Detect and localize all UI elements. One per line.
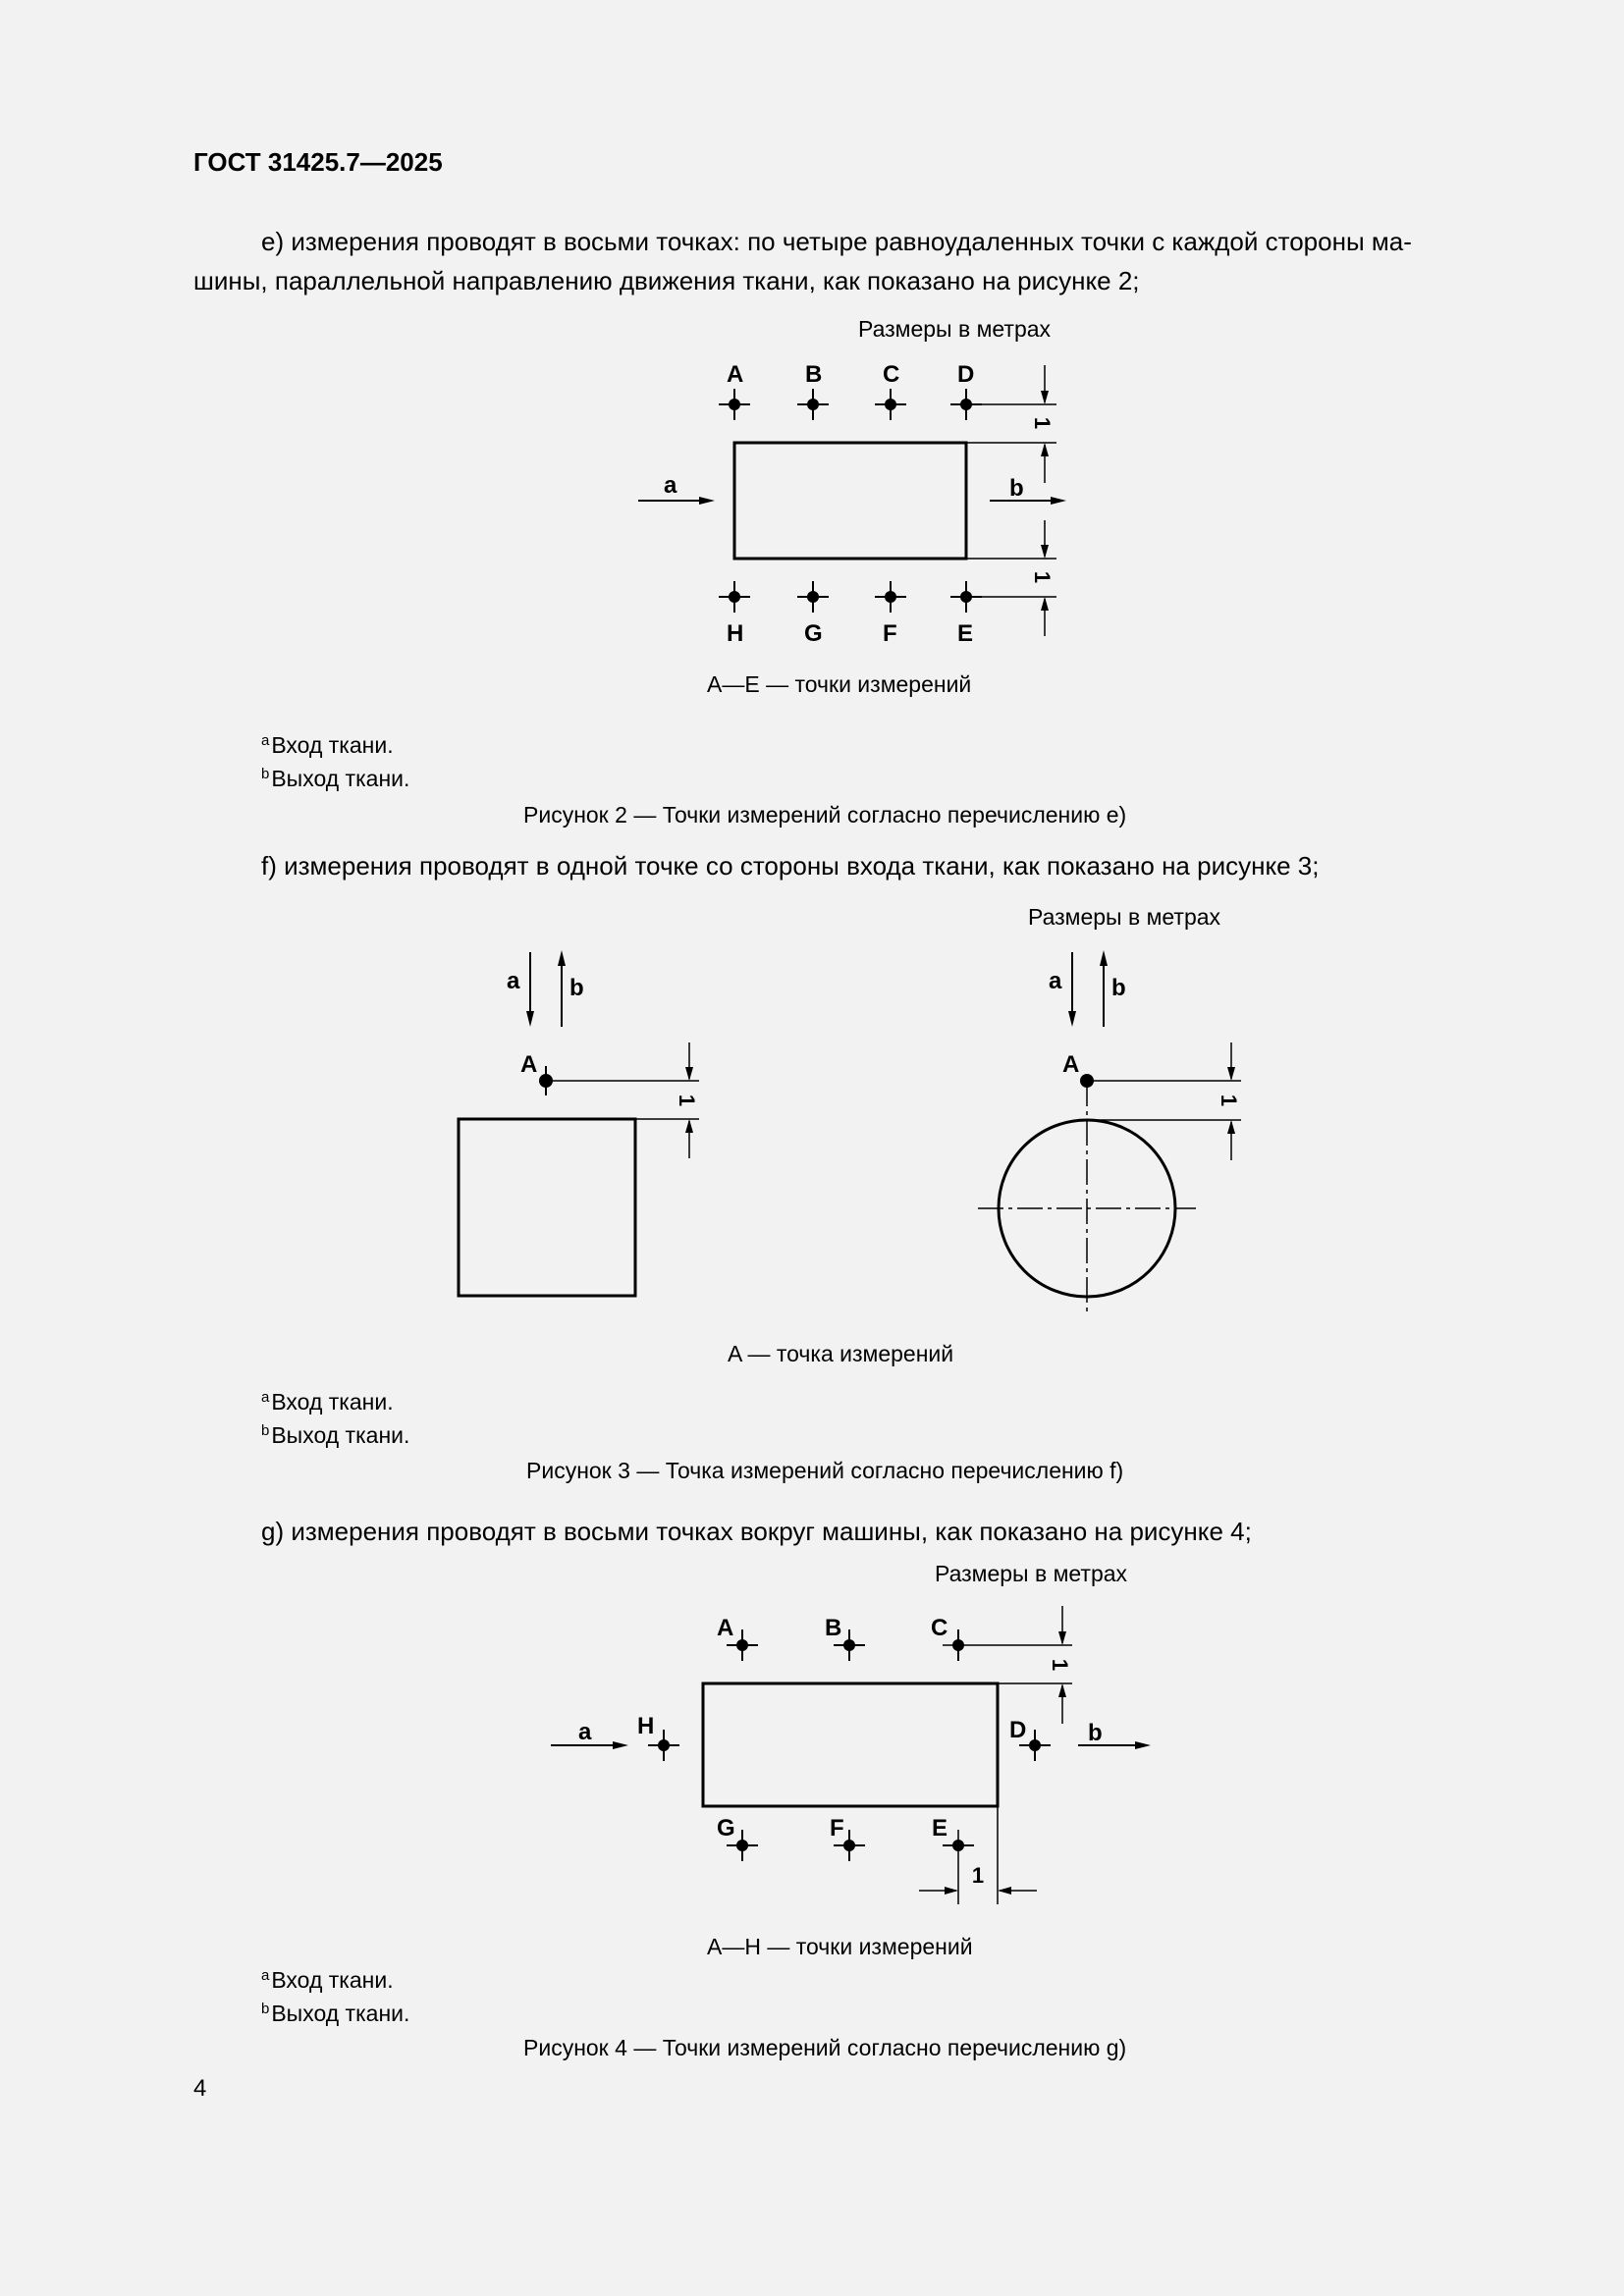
figure3-left-arrow-in-label: a	[507, 968, 520, 994]
figure4-dim-vertical: 1	[1048, 1658, 1072, 1672]
figure3-caption: Рисунок 3 — Точка измерений согласно перечислению f)	[526, 1458, 1124, 1483]
figure2-legend: A—E — точки измерений	[707, 671, 972, 697]
figure2-label-b: B	[805, 361, 823, 388]
section-e-line1: e) измерения проводят в восьми точках: по четыре равноудаленных точки с каждой стороны ма-	[261, 227, 1412, 256]
figure2-arrow-in-label: a	[664, 472, 677, 499]
figure4-label-d: D	[1009, 1717, 1027, 1743]
section-e-line2: шины, параллельной направлению движения ткани, как показано на рисунке 2;	[193, 266, 1140, 295]
figure2-label-f: F	[883, 620, 897, 647]
figure4-arrow-in-label: a	[578, 1719, 592, 1745]
figure2-footnote-a: $^a$Вход ткани.	[261, 732, 394, 758]
figure3-right-arrow-in-label: a	[1049, 968, 1062, 994]
figure3-sizes-note: Размеры в метрах	[1028, 904, 1221, 930]
figure2-label-g: G	[804, 620, 823, 647]
figure3-left-arrow-out-label: b	[569, 975, 584, 1001]
figure3-footnote-b: $^b$Выход ткани.	[261, 1422, 410, 1448]
figure3-footnote-a: $^a$Вход ткани.	[261, 1389, 394, 1415]
figure4-legend: A—H — точки измерений	[707, 1934, 973, 1959]
figure4-label-h: H	[637, 1713, 655, 1739]
figure4-label-f: F	[830, 1815, 844, 1842]
page-number: 4	[193, 2075, 207, 2102]
document-header: ГОСТ 31425.7—2025	[193, 147, 443, 177]
footnote-marker-a: a	[261, 1389, 270, 1406]
figure2-label-h: H	[727, 620, 744, 647]
figure4-caption: Рисунок 4 — Точки измерений согласно перечислению g)	[523, 2035, 1127, 2060]
figure2-caption: Рисунок 2 — Точки измерений согласно перечислению e)	[523, 802, 1127, 828]
figure2-footnote-b: $^b$Выход ткани.	[261, 766, 410, 791]
footnote-marker-a: a	[261, 732, 270, 749]
figure2-arrow-out-label: b	[1009, 475, 1024, 502]
figure3-left-dim: 1	[675, 1094, 699, 1107]
figure3-right-label-a: A	[1062, 1051, 1080, 1078]
figure2-dim-bottom: 1	[1030, 570, 1055, 584]
figure2-sizes-note: Размеры в метрах	[858, 316, 1052, 342]
figure4-machine-rect	[703, 1683, 998, 1806]
figure4-footnote-b: $^b$Выход ткани.	[261, 2001, 410, 2026]
figure2-label-a: A	[727, 361, 744, 388]
figure2-label-d: D	[957, 361, 975, 388]
footnote-marker-b: b	[261, 2001, 270, 2017]
footnote-marker-b: b	[261, 1422, 270, 1439]
section-f-line1: f) измерения проводят в одной точке со стороны входа ткани, как показано на рисунке 3;	[261, 851, 1320, 881]
figure3-legend: A — точка измерений	[728, 1341, 954, 1366]
figure4-label-e: E	[932, 1815, 948, 1842]
figure3-right-dim: 1	[1217, 1094, 1241, 1107]
figure4-dim-horizontal: 1	[971, 1863, 985, 1888]
figure4-label-c: C	[931, 1615, 948, 1641]
figure4-label-b: B	[825, 1615, 842, 1641]
figure2-label-c: C	[883, 361, 900, 388]
figure2-dim-top: 1	[1030, 416, 1055, 430]
figure4-point-c	[943, 1629, 1072, 1661]
figure3-right-arrow-out-label: b	[1111, 975, 1126, 1001]
figure3-left-label-a: A	[520, 1051, 538, 1078]
figure2-label-e: E	[957, 620, 974, 647]
figure4-footnote-a: $^a$Вход ткани.	[261, 1967, 394, 1993]
figure4-label-g: G	[717, 1815, 735, 1842]
figure4-arrow-out-label: b	[1088, 1720, 1103, 1746]
footnote-marker-a: a	[261, 1967, 270, 1984]
figure4-sizes-note: Размеры в метрах	[935, 1561, 1128, 1586]
footnote-marker-b: b	[261, 766, 270, 782]
figure4-label-a: A	[717, 1615, 734, 1641]
section-g-line1: g) измерения проводят в восьми точках вокруг машины, как показано на рисунке 4;	[261, 1517, 1252, 1546]
